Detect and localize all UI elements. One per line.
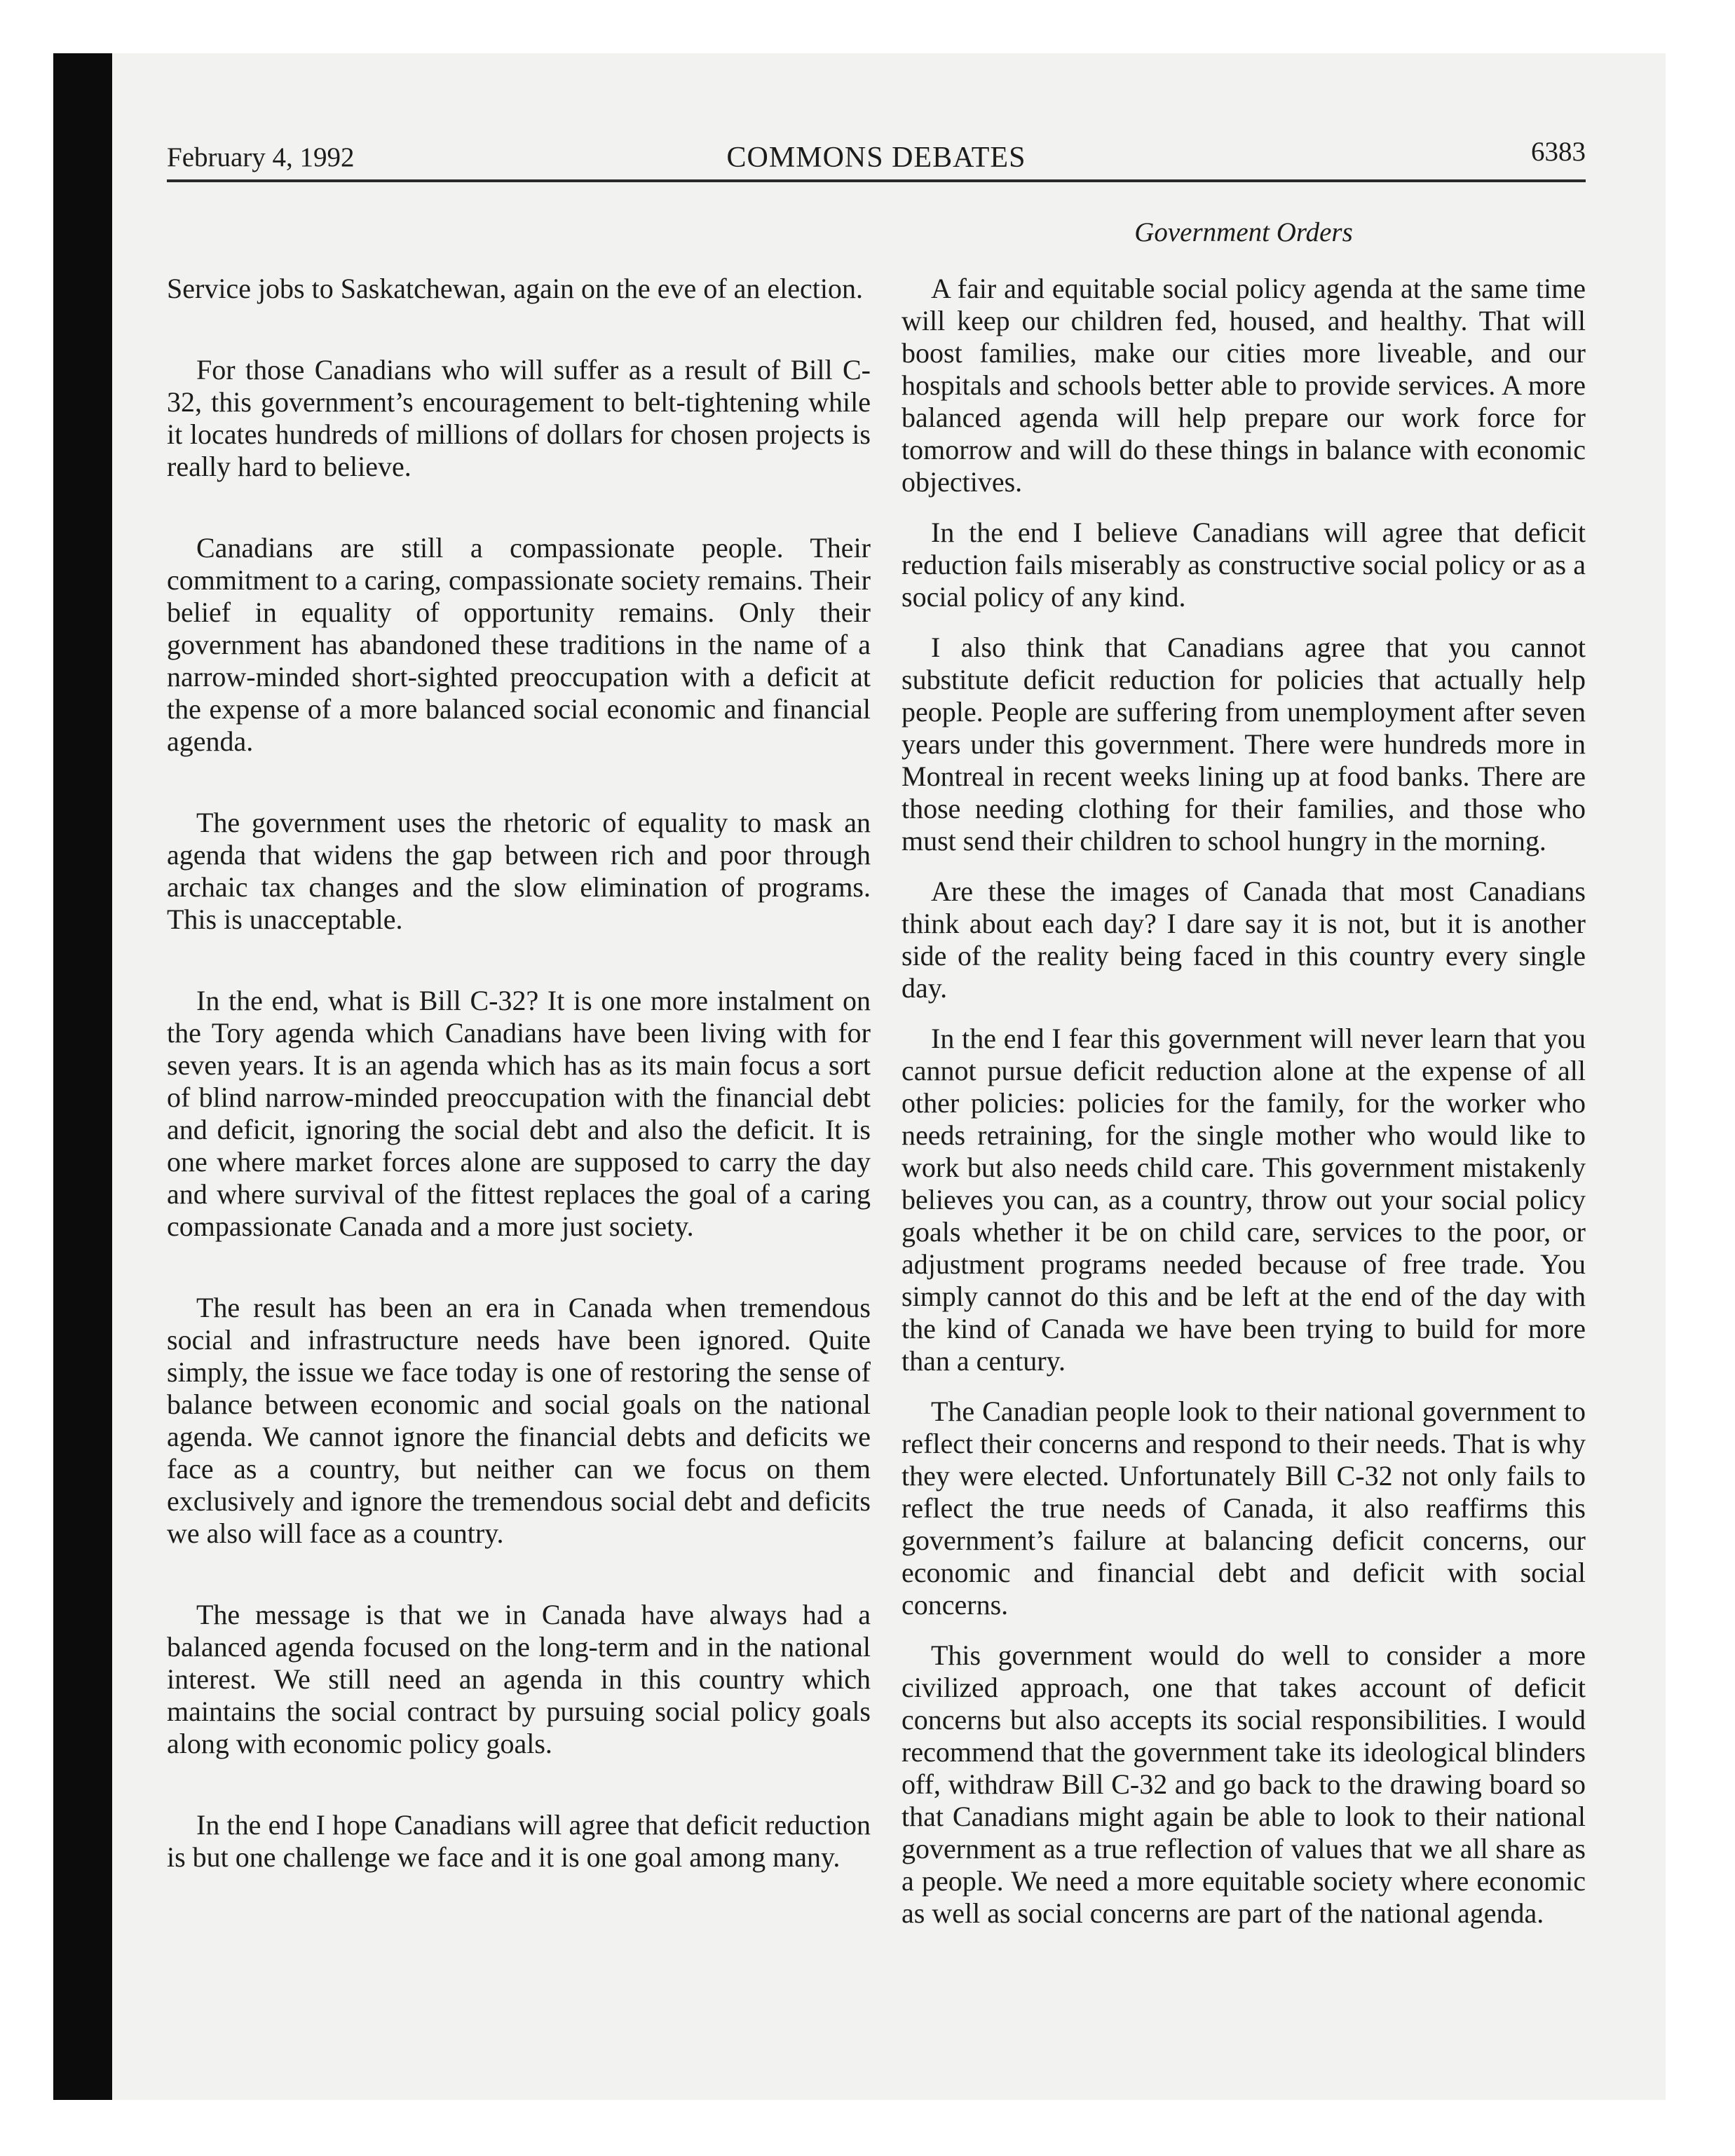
binding-shadow (53, 53, 112, 2100)
running-header (167, 135, 1586, 181)
paragraph: This government would do well to consider a more civilized approach, one that takes account of deficit concerns but also accepts its social responsibilities. I would recommend that the government take its ideological blinders off, withdraw Bill C-32 and go back to the drawing board so that Canadians might again be able to look to their national government as a true reflection of values that we all share as a people. We need a more equitable society where economic as well as social concerns are part of the national agenda. (901, 1639, 1586, 1929)
paragraph: In the end, what is Bill C-32? It is one more instalment on the Tory agenda which Canadians have been living with for seven years. It is an agenda which has as its main focus a sort of blind narrow-minded preoccupation with the financial debt and deficit, ignoring the social debt and also the deficit. It is one where market forces alone are supposed to carry the day and where survival of the fittest replaces the goal of a caring compassionate Canada and a more just society. (167, 985, 871, 1242)
paragraph: The result has been an era in Canada when tremendous social and infrastructure needs have been ignored. Quite simply, the issue we face today is one of restoring the sense of balance between economic and social goals on the national agenda. We cannot ignore the financial debts and deficits we face as a country, but neither can we focus on them exclusively and ignore the tremendous social debt and deficits we also will face as a country. (167, 1292, 871, 1549)
paragraph: In the end I believe Canadians will agree that deficit reduction fails miserably as constructive social policy or as a social policy of any kind. (901, 517, 1586, 613)
paragraph: Canadians are still a compassionate people. Their commitment to a caring, compassionate society remains. Their belief in equality of opportunity remains. Only their government has abandoned these traditions in the name of a narrow-minded short-sighted preoccupation with a deficit at the expense of a more balanced social economic and financial agenda. (167, 532, 871, 757)
paragraph: In the end I fear this government will never learn that you cannot pursue deficit reduction alone at the expense of all other policies: policies for the family, for the worker who needs retraining, for the single mother who would like to work but also needs child care. This government mistakenly believes you can, as a country, throw out your social policy goals whether it be on child care, services to the poor, or adjustment programs needed because of free trade. You simply cannot do this and be left at the end of the day with the kind of Canada we have been trying to build for more than a century. (901, 1023, 1586, 1377)
right-column (901, 273, 1586, 1948)
paragraph: Service jobs to Saskatchewan, again on the eve of an election. (167, 273, 863, 304)
header-rule (167, 179, 1586, 182)
paragraph: A fair and equitable social policy agenda at the same time will keep our children fed, housed, and healthy. That will boost families, make our cities more liveable, and our hospitals and schools better able to provide services. A more balanced agenda will help prepare our work force for tomorrow and will do these things in balance with economic objectives. (901, 273, 1586, 498)
paragraph: In the end I hope Canadians will agree that deficit reduction is but one challenge we face and it is one goal among many. (167, 1809, 871, 1873)
paragraph: The message is that we in Canada have always had a balanced agenda focused on the long-term and in the national interest. We still need an agenda in this country which maintains the social contract by pursuing social policy goals along with economic policy goals. (167, 1599, 871, 1759)
paragraph: Are these the images of Canada that most Canadians think about each day? I dare say it is not, but it is another side of the reality being faced in this country every single day. (901, 875, 1586, 1004)
paragraph: The Canadian people look to their national government to reflect their concerns and respond to their needs. That is why they were elected. Unfortunately Bill C-32 not only fails to reflect the true needs of Canada, it also reaffirms this government’s failure at balancing deficit concerns, our economic and financial debt and deficit with social concerns. (901, 1396, 1586, 1621)
paragraph: The government uses the rhetoric of equality to mask an agenda that widens the gap between rich and poor through archaic tax changes and the slow elimination of programs. This is unacceptable. (167, 807, 871, 935)
header-page-number: 6383 (1531, 137, 1586, 167)
section-title: Government Orders (1134, 217, 1353, 247)
left-column (167, 273, 871, 1923)
header-date: February 4, 1992 (167, 142, 355, 172)
paragraph: I also think that Canadians agree that you cannot substitute deficit reduction for policies that actually help people. People are suffering from unemployment after seven years under this government. There were hundreds more in Montreal in recent weeks lining up at food banks. There are those needing clothing for their families, and those who must send their children to school hungry in the morning. (901, 632, 1586, 857)
paragraph: For those Canadians who will suffer as a result of Bill C-32, this government’s encouragement to belt-tightening while it locates hundreds of millions of dollars for chosen projects is really hard to believe. (167, 354, 871, 482)
header-journal-title: COMMONS DEBATES (726, 142, 1026, 174)
